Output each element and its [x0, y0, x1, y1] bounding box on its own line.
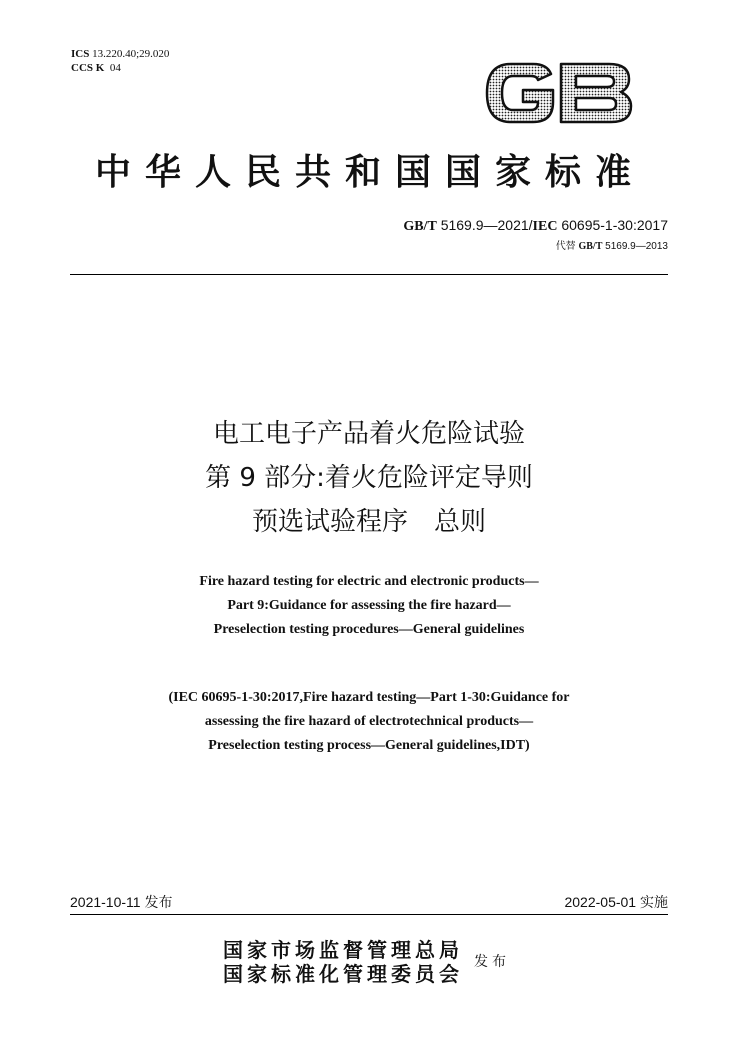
issue-date: 2021-10-11 发布	[70, 894, 173, 911]
title-en-line-1: Fire hazard testing for electric and electronic products—	[199, 574, 539, 589]
idt-line-2: assessing the fire hazard of electrotechnical products—	[204, 714, 534, 729]
standard-number: GB/T 5169.9—2021/IEC 60695-1-30:2017	[403, 217, 668, 234]
issuer-sac: 国家标准化管理委员会	[223, 962, 463, 986]
gb-logo-icon	[483, 60, 633, 126]
bottom-divider	[70, 914, 668, 915]
title-cn-line-2: 第 9 部分:着火危险评定导则	[205, 463, 533, 493]
ccs-line: CCS K 04	[71, 62, 121, 74]
title-cn-line-1: 电工电子产品着火危险试验	[212, 419, 525, 449]
issuer-samr: 国家市场监督管理总局	[223, 938, 463, 962]
implement-date: 2022-05-01 实施	[564, 894, 668, 911]
idt-line-1: (IEC 60695-1-30:2017,Fire hazard testing—Part 1-30:Guidance for	[168, 690, 570, 705]
top-divider	[70, 274, 668, 275]
title-en-line-3: Preselection testing procedures—General guidelines	[213, 622, 525, 637]
national-standard-title: 中华人民共和国国家标准	[94, 151, 645, 193]
idt-line-3: Preselection testing process—General guidelines,IDT)	[208, 738, 530, 753]
ics-ccs-block	[71, 47, 169, 75]
replaces-line: 代替 GB/T 5169.9—2013	[555, 241, 668, 252]
publish-label: 发布	[474, 954, 510, 970]
ics-line: ICS 13.220.40;29.020	[71, 48, 170, 60]
title-cn-line-3: 预选试验程序 总则	[251, 507, 486, 537]
title-en-line-2: Part 9:Guidance for assessing the fire hazard—	[227, 598, 511, 613]
